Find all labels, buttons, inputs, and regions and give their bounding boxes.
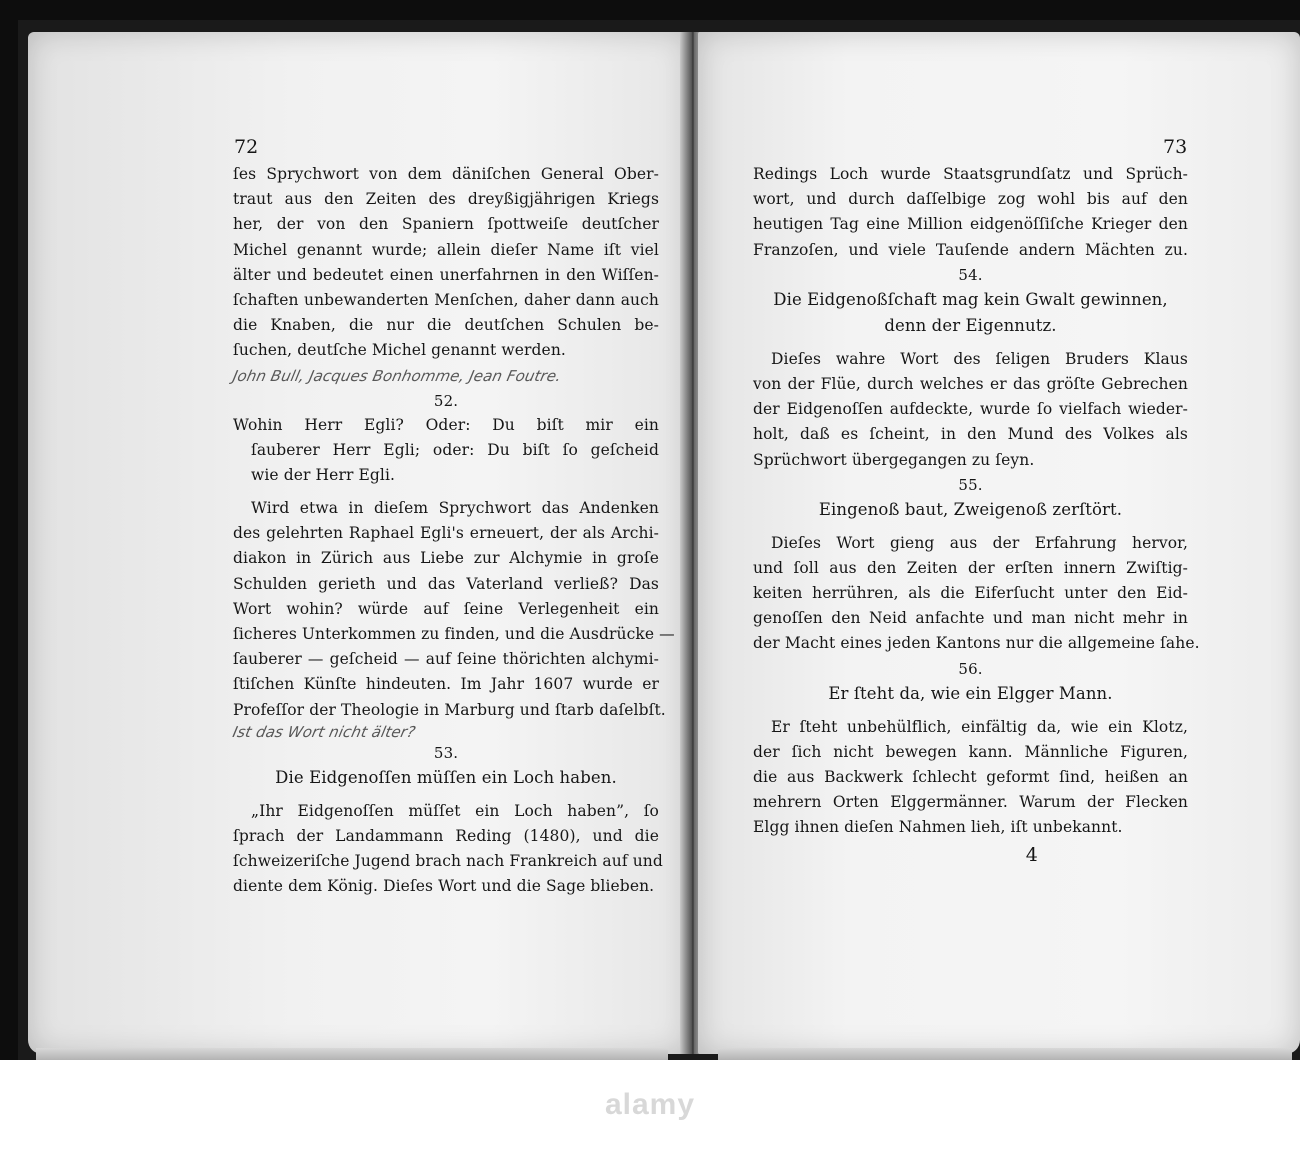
section-number-53: 53.: [433, 743, 459, 762]
page-number-left: 72: [234, 136, 259, 158]
text-line: der Eidgenoſſen aufdeckte, wurde ſo vielfach wieder-: [753, 400, 1188, 419]
text-line: diakon in Zürich aus Liebe zur Alchymie in groſe: [233, 549, 659, 568]
text-line: ſuchen, deutſche Michel genannt werden.: [233, 341, 566, 360]
text-line: holt, daß es ſcheint, in den Mund des Volkes als: [753, 425, 1188, 444]
section-number-52: 52.: [433, 391, 459, 410]
text-line: Michel genannt wurde; allein dieſer Name iſt viel: [233, 240, 659, 259]
watermark-logo: alamy: [604, 1088, 696, 1121]
text-line: ſtiſchen Künſte hindeuten. Im Jahr 1607 wurde er: [233, 675, 659, 694]
open-book: [18, 20, 1300, 1060]
text-line: der ſich nicht bewegen kann. Männliche Figuren,: [753, 742, 1188, 761]
text-line: Wort wohin? würde auf ſeine Verlegenheit ein: [233, 599, 659, 618]
text-line: Sprüchwort übergegangen zu ſeyn.: [753, 450, 1035, 469]
text-line: Dieſes wahre Wort des ſeligen Bruders Klaus: [771, 349, 1188, 368]
text-line: Redings Loch wurde Staatsgrundſatz und Sprüch-: [753, 165, 1188, 183]
signature-mark: 4: [1025, 843, 1038, 866]
section-heading-line: wie der Herr Egli.: [251, 465, 396, 484]
text-line: ſicheres Unterkommen zu finden, und die Ausdrücke —: [233, 625, 675, 643]
text-line: ſes Sprychwort von dem däniſchen General Ober-: [233, 165, 659, 183]
text-line: die aus Backwerk ſchlecht geformt ſind, heißen an: [753, 768, 1188, 786]
text-line: älter und bedeutet einen unerfahrnen in den Wiſſen-: [233, 265, 659, 284]
text-line: von der Flüe, durch welches er das gröſte Gebrechen: [753, 374, 1188, 393]
right-page-text: [753, 132, 1200, 869]
left-page-text: [231, 132, 675, 900]
section-number-56: 56.: [958, 659, 983, 678]
left-page: [28, 32, 688, 1054]
text-line: die Knaben, die nur die deutſchen Schulen be-: [233, 316, 659, 335]
page-number-right: 73: [1163, 136, 1188, 158]
section-number-54: 54.: [958, 265, 983, 284]
text-line: mehrern Orten Elggermänner. Warum der Flecken: [753, 793, 1188, 812]
text-line: diente dem König. Dieſes Wort und die Sage blieben.: [233, 877, 655, 896]
right-page: [698, 32, 1300, 1054]
text-line: wort, und durch daſſelbige zog wohl bis auf den: [753, 190, 1188, 209]
text-line: Schulden gerieth und das Vaterland verließ? Das: [233, 574, 659, 593]
section-heading: Die Eidgenoſſen müſſen ein Loch haben.: [275, 767, 617, 787]
handwritten-note: Ist das Wort nicht älter?: [231, 722, 418, 741]
section-number-55: 55.: [958, 475, 983, 494]
section-heading: Er ſteht da, wie ein Elgger Mann.: [828, 683, 1113, 703]
text-line: des gelehrten Raphael Egli's erneuert, der als Archi-: [233, 524, 659, 543]
text-line: ſauberer — geſcheid — auf ſeine thörichten alchymi-: [233, 650, 659, 669]
text-line: ſprach der Landammann Reding (1480), und die: [233, 826, 659, 845]
text-line: Wird etwa in dieſem Sprychwort das Andenken: [251, 499, 659, 518]
section-heading: Die Eidgenoßſchaft mag kein Gwalt gewinnen,: [773, 289, 1168, 309]
text-line: heutigen Tag eine Million eidgenöſſiſche Krieger den: [753, 215, 1188, 234]
text-line: keiten herrühren, als die Eiferſucht unter den Eid-: [753, 584, 1188, 603]
text-line: Profeſſor der Theologie in Marburg und ſtarb daſelbſt.: [233, 700, 666, 719]
section-heading: denn der Eigennutz.: [884, 315, 1057, 335]
watermark-bar: [0, 1060, 1300, 1150]
text-line: Dieſes Wort gieng aus der Erfahrung hervor,: [771, 533, 1188, 552]
text-line: Franzoſen, und viele Tauſende andern Mächten zu.: [753, 240, 1188, 259]
handwritten-note: John Bull, Jacques Bonhomme, Jean Foutre.: [231, 366, 564, 385]
section-heading-line: ſauberer Herr Egli; oder: Du biſt ſo geſcheid: [251, 440, 659, 459]
text-line: ſchweizeriſche Jugend brach nach Frankreich auf und: [233, 852, 663, 871]
text-line: Er ſteht unbehülflich, einfältig da, wie ein Klotz,: [771, 717, 1188, 736]
text-line: genoſſen den Neid anfachte und man nicht mehr in: [753, 609, 1188, 628]
text-line: der Macht eines jeden Kantons nur die allgemeine ſahe.: [753, 634, 1200, 653]
text-line: Elgg ihnen dieſen Nahmen lieh, iſt unbekannt.: [753, 818, 1123, 837]
section-heading-line: Wohin Herr Egli? Oder: Du biſt mir ein: [233, 415, 659, 434]
text-line: traut aus den Zeiten des dreyßigjährigen Kriegs: [233, 190, 659, 209]
section-heading: Eingenoß baut, Zweigenoß zerſtört.: [818, 499, 1123, 519]
text-line: her, der von den Spaniern ſpottweiſe deutſcher: [233, 215, 659, 234]
text-line: ſchaften unbewanderten Menſchen, daher dann auch: [233, 290, 659, 309]
text-line: und ſoll aus den Zeiten der erſten innern Zwiſtig-: [753, 558, 1188, 577]
text-line: „Ihr Eidgenoſſen müſſet ein Loch haben”, ſo: [251, 801, 659, 820]
